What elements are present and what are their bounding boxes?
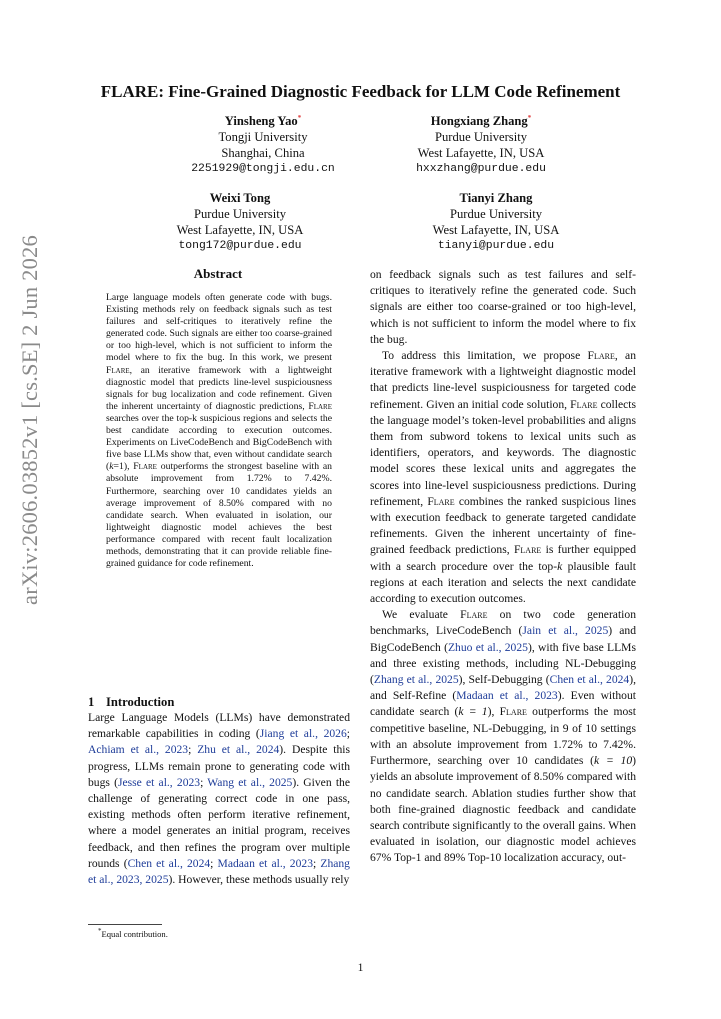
author-name: Yinsheng Yao: [224, 114, 298, 129]
author-location: Shanghai, China: [221, 146, 305, 161]
body-paragraph: on feedback signals such as test failures and self-critiques to iteratively refine the generated code. Such signals are either too coarse-grained or too high-level, which is not sufficient to inform the model where to fix the bug.: [370, 268, 636, 346]
body-paragraph: We evaluate Flare on two code generation benchmarks, LiveCodeBench (Jain et al., 2025) and BigCodeBench (Zhuo et al., 2025), with five base LLMs and three existing methods, including NL-Debugging (Zhang et al., 2025), Self-Debugging (Chen et al., 2024), and Self-Refine (Madaan et al., 2023). Even without candidate search (k = 1), Flare outperforms the most competitive baseline, NL-Debugging, in 9 of 10 settings with an absolute improvement from 1.72% to 7.42%. Furthermore, searching over 10 candidates (k = 10) yields an absolute improvement of 8.50% compared with no candidate search. Ablation studies further show that both fine-grained diagnostic feedback and candidate search contribute significantly to the overall gains. When evaluated in isolation, our diagnostic model achieves 67% Top-1 and 89% Top-10 localization accuracy, out-: [370, 608, 636, 865]
page-number: 1: [357, 961, 364, 974]
author-location: West Lafayette, IN, USA: [432, 223, 560, 237]
intro-paragraph: Large Language Models (LLMs) have demonstrated remarkable capabilities in coding (Jiang et al., 2026; Achiam et al., 2023; Zhu et al., 2024). Despite this progress, LLMs remain prone to generating code with bugs (Jesse et al., 2023; Wang et al., 2025). Given the challenge of generating correct code in one pass, existing methods often perform iterative refinement, where a model generates an initial program, receives feedback, and then refines the program over multiple rounds (Chen et al., 2024; Madaan et al., 2023; Zhang et al., 2023, 2025). However, these methods usually rely: [88, 711, 351, 887]
citation-link[interactable]: Jiang et al., 2026: [259, 727, 347, 741]
citation-link[interactable]: Madaan et al., 2023: [217, 856, 313, 870]
author-block: [110, 190, 370, 254]
body-paragraph: To address this limitation, we propose Flare, an iterative framework with a lightweight diagnostic model that predicts line-level suspiciousness for targeted code refinement. Given an initial code solution, Flare collects the language model’s token-level probabilities and aligns them from subword tokens to lexical units such as identifiers, operators, and keywords. The diagnostic model scores these lexical units and aggregates the scores into line-level suspiciousness predictions. During refinement, Flare combines the ranked suspicious lines with execution feedback to generate targeted candidate refinements. Given the inherent uncertainty of fine-grained feedback predictions, Flare is further equipped with a search procedure over the top-k plausible fault regions at each iteration and selects the next candidate according to execution outcomes.: [370, 349, 636, 606]
arxiv-watermark: arXiv:2606.03852v1 [cs.SE] 2 Jun 2026: [17, 235, 42, 605]
author-affiliation: Purdue University: [435, 130, 527, 145]
citation-link[interactable]: Zhang et al., 2025: [373, 673, 459, 687]
author-location: West Lafayette, IN, USA: [176, 223, 304, 237]
author-name: Weixi Tong: [209, 191, 271, 205]
citation-link[interactable]: Jesse et al., 2023: [117, 775, 201, 789]
author-email[interactable]: hxxzhang@purdue.edu: [416, 163, 546, 176]
author-affiliation: Tongji University: [218, 130, 308, 145]
author-name: Hongxiang Zhang: [430, 114, 528, 129]
author-name: Tianyi Zhang: [459, 191, 533, 205]
paper-title: FLARE: Fine-Grained Diagnostic Feedback for LLM Code Refinement: [100, 82, 621, 101]
equal-contribution-mark: *: [297, 114, 302, 122]
author-email[interactable]: tong172@purdue.edu: [178, 240, 302, 252]
citation-link[interactable]: Chen et al., 2024: [127, 856, 211, 870]
abstract-text: Large language models often generate code with bugs. Existing methods rely on feedback signals such as test failures and self-critiques to iteratively refine the generated code. Such signals are either too coarse-grained or too high-level, which is not sufficient to inform the model where to fix the bug. In this work, we present Flare, an iterative framework with a lightweight diagnostic model that predicts line-level suspiciousness signals for bug localization and code refinement. Given the inherent uncertainty of diagnostic predictions, Flare searches over the top-k suspicious regions and selects the best candidate according to execution outcomes. Experiments on LiveCodeBench and BigCodeBench with five base LLMs show that, even without candidate search (k=1), Flare outperforms the strongest baseline with an absolute improvement from 1.72% to 7.42%. Furthermore, searching over 10 candidates yields an average improvement of 8.50% compared with no candidate search. When evaluated in isolation, our lightweight diagnostic model achieves the best performance compared with recent fault localization methods, demonstrating that it can provide reliable fine-grained guidance for code refinement.: [106, 292, 332, 570]
citation-link[interactable]: Wang et al., 2025: [207, 775, 293, 789]
author-block: [351, 110, 611, 177]
citation-link[interactable]: Zhuo et al., 2025: [447, 640, 528, 654]
equal-contribution-mark: *: [527, 114, 532, 122]
citation-link[interactable]: Chen et al., 2024: [549, 673, 630, 687]
citation-link[interactable]: Madaan et al., 2023: [456, 689, 558, 703]
footnote: *Equal contribution.: [98, 927, 168, 939]
author-email[interactable]: 2251929@tongji.edu.cn: [191, 163, 335, 176]
author-affiliation: Purdue University: [450, 207, 542, 221]
citation-link[interactable]: Zhu et al., 2024: [197, 743, 280, 757]
author-block: [366, 190, 626, 254]
author-email[interactable]: tianyi@purdue.edu: [437, 240, 555, 252]
citation-link[interactable]: Achiam et al., 2023: [88, 743, 189, 757]
right-column: [370, 267, 636, 867]
section-heading: 1 Introduction: [88, 695, 175, 709]
author-affiliation: Purdue University: [194, 207, 286, 221]
footnote-rule: [88, 924, 162, 925]
abstract-heading: Abstract: [193, 266, 243, 281]
author-location: West Lafayette, IN, USA: [417, 146, 545, 161]
citation-link[interactable]: Zhang et al., 2023, 2025: [88, 856, 350, 887]
citation-link[interactable]: Jain et al., 2025: [522, 624, 609, 638]
